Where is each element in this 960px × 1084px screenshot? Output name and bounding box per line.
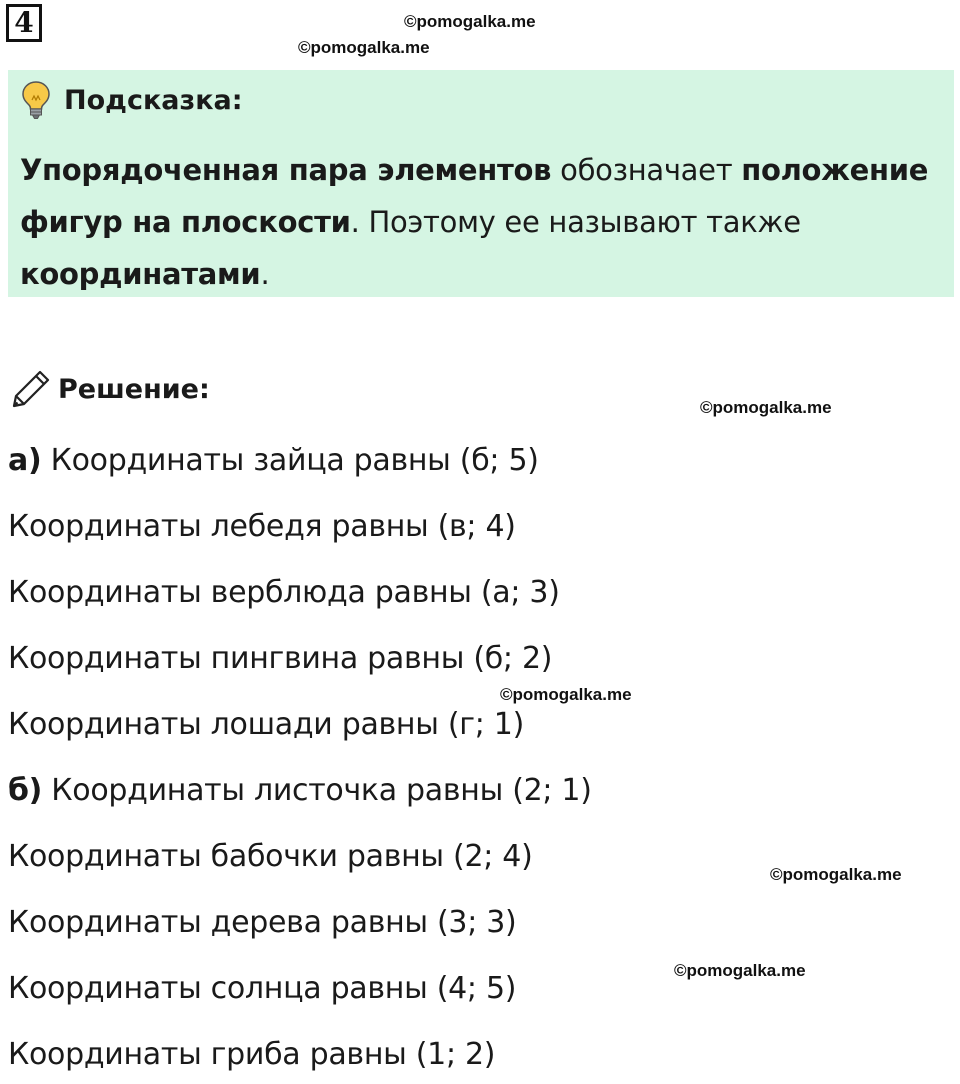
pencil-icon — [10, 368, 52, 410]
answer-line — [8, 575, 560, 610]
answer-text: Координаты бабочки равны (2; 4) — [8, 839, 533, 874]
hint-plain-text: . — [260, 257, 270, 291]
answer-text: Координаты зайца равны (б; 5) — [41, 443, 539, 478]
answer-line — [8, 641, 552, 676]
answer-line — [8, 443, 539, 478]
hint-plain-text: . Поэтому ее называют также — [350, 205, 801, 239]
task-number: 4 — [6, 4, 42, 42]
answer-text: Координаты листочка равны (2; 1) — [42, 773, 592, 808]
answer-line — [8, 839, 532, 874]
answer-text: Координаты пингвина равны (б; 2) — [8, 641, 553, 676]
watermark: ©pomogalka.me — [500, 685, 632, 704]
solution-header — [10, 368, 210, 410]
watermark: ©pomogalka.me — [404, 12, 536, 31]
answer-text: Координаты лошади равны (г; 1) — [8, 707, 524, 742]
hint-header — [20, 80, 243, 120]
hint-bold-text: координатами — [20, 257, 261, 291]
part-label: б) — [8, 773, 43, 808]
watermark: ©pomogalka.me — [298, 38, 430, 57]
solution-title: Решение: — [58, 373, 210, 405]
answer-line — [8, 707, 524, 742]
hint-title: Подсказка: — [64, 84, 243, 116]
watermark: ©pomogalka.me — [700, 398, 832, 417]
part-label: а) — [8, 443, 42, 478]
watermark: ©pomogalka.me — [770, 865, 902, 884]
answer-line — [8, 509, 516, 544]
hint-text — [20, 144, 940, 300]
answer-text: Координаты гриба равны (1; 2) — [8, 1037, 496, 1072]
answer-text: Координаты верблюда равны (а; 3) — [8, 575, 560, 610]
answer-text: Координаты лебедя равны (в; 4) — [8, 509, 516, 544]
answer-line — [8, 1037, 495, 1072]
watermark: ©pomogalka.me — [674, 961, 806, 980]
hint-plain-text: обозначает — [551, 153, 742, 187]
answer-line — [8, 773, 592, 808]
lightbulb-icon — [20, 80, 52, 120]
hint-bold-text: положение фигур на плоскости — [20, 153, 929, 239]
hint-bold-text: Упорядоченная пара элементов — [20, 153, 552, 187]
answer-line — [8, 971, 516, 1006]
answer-line — [8, 905, 516, 940]
answer-text: Координаты дерева равны (3; 3) — [8, 905, 517, 940]
hint-box — [8, 70, 954, 297]
answer-text: Координаты солнца равны (4; 5) — [8, 971, 517, 1006]
